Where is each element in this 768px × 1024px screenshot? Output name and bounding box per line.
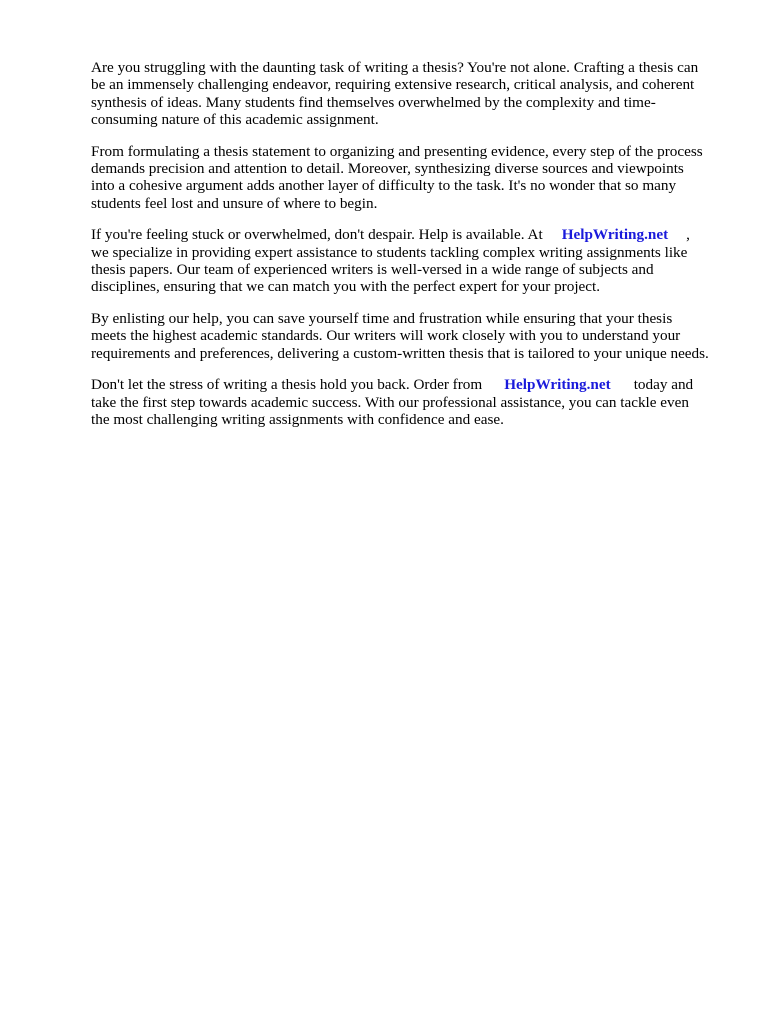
text-line: into a cohesive argument adds another layer of difficulty to the task. It's no wonder that so many: [91, 177, 677, 195]
text-line: demands precision and attention to detail. Moreover, synthesizing diverse sources and viewpoints: [91, 159, 684, 177]
text-line: we specialize in providing expert assistance to students tackling complex writing assignments like: [91, 243, 688, 261]
helpwriting-link[interactable]: HelpWriting.net: [504, 376, 611, 394]
text-line: be an immensely challenging endeavor, requiring extensive research, critical analysis, and coherent: [91, 76, 695, 94]
document-page: [91, 59, 731, 443]
text-line: synthesis of ideas. Many students find themselves overwhelmed by the complexity and time-: [91, 93, 656, 111]
text-line: today and: [633, 376, 694, 394]
text-line: consuming nature of this academic assignment.: [91, 110, 379, 128]
paragraph-process: [91, 143, 731, 212]
text-line: the most challenging writing assignments with confidence and ease.: [91, 411, 504, 429]
paragraph-benefits: [91, 310, 731, 362]
text-line: Are you struggling with the daunting task of writing a thesis? You're not alone. Crafting a thesis can: [91, 59, 699, 76]
text-line: By enlisting our help, you can save yourself time and frustration while ensuring that your thesis: [91, 310, 673, 328]
text-line: students feel lost and unsure of where to begin.: [91, 194, 378, 212]
helpwriting-link[interactable]: HelpWriting.net: [561, 226, 669, 244]
paragraph-intro: [91, 59, 731, 128]
text-line: ,: [686, 226, 690, 244]
text-line: disciplines, ensuring that we can match you with the perfect expert for your project.: [91, 278, 601, 296]
text-line: If you're feeling stuck or overwhelmed, don't despair. Help is available. At: [91, 226, 543, 244]
text-line: thesis papers. Our team of experienced writers is well-versed in a wide range of subjects and: [91, 260, 654, 278]
paragraph-help: [91, 226, 731, 295]
text-line: Don't let the stress of writing a thesis hold you back. Order from: [91, 376, 483, 394]
text-line: From formulating a thesis statement to organizing and presenting evidence, every step of the process: [91, 142, 703, 160]
text-line: requirements and preferences, delivering a custom-written thesis that is tailored to your unique needs.: [91, 344, 709, 362]
text-line: take the first step towards academic success. With our professional assistance, you can tackle even: [91, 393, 689, 411]
text-line: meets the highest academic standards. Our writers will work closely with you to understand your: [91, 327, 681, 345]
paragraph-call-to-action: [91, 376, 731, 428]
